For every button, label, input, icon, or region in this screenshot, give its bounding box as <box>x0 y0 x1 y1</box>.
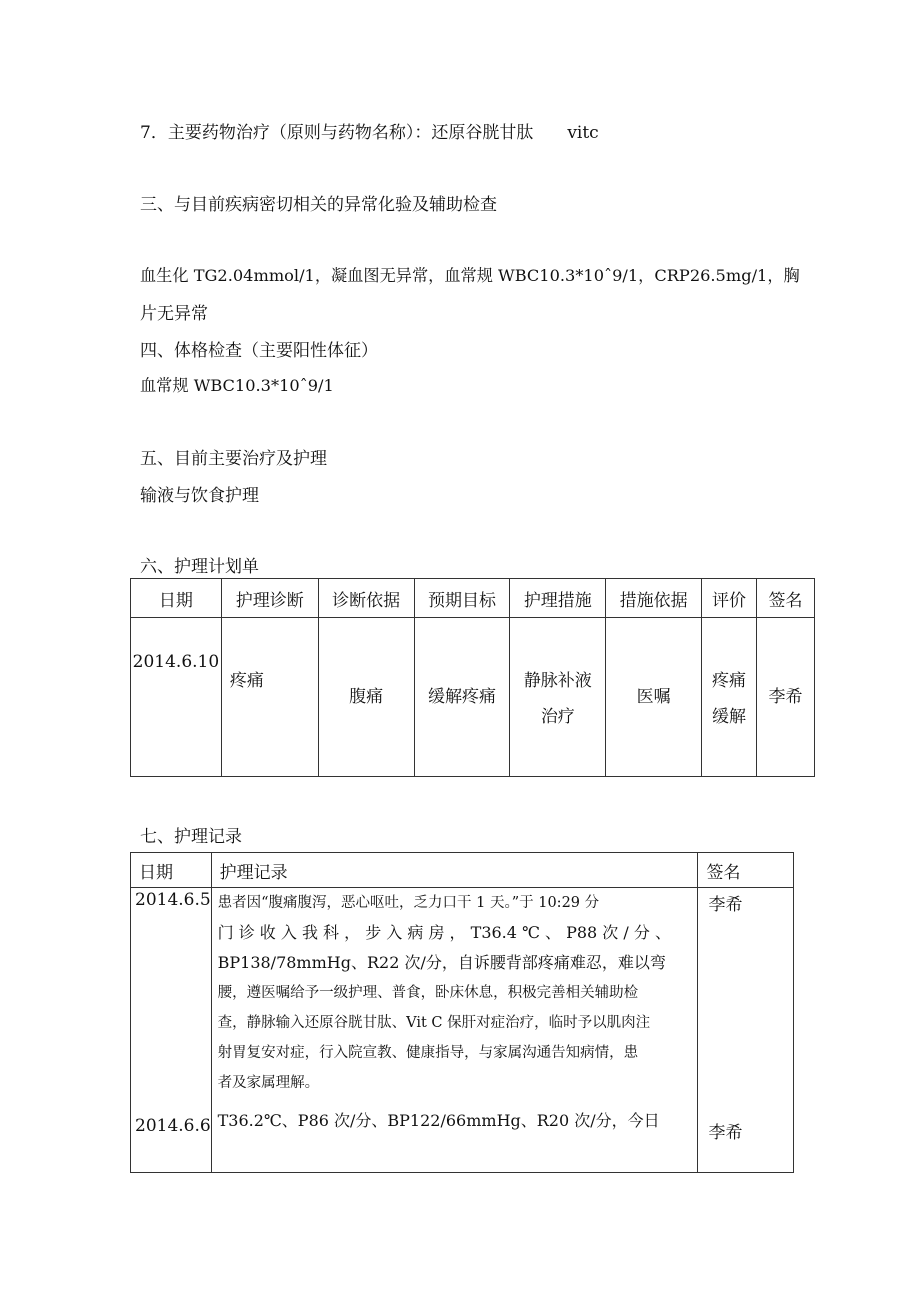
record-1-line-7: 者及家属理解。 <box>217 1075 320 1091</box>
medication-line: 7．主要药物治疗（原则与药物名称）：还原谷胱甘肽 vitc <box>140 123 599 143</box>
record-header-content: 护理记录 <box>211 853 698 888</box>
header-sign: 签名 <box>757 579 815 618</box>
record-header-sign: 签名 <box>698 853 794 888</box>
record-date-1: 2014.6.5 <box>135 890 211 910</box>
header-date: 日期 <box>131 579 222 618</box>
plan-eval-line-2: 缓解 <box>712 707 747 727</box>
header-basis: 诊断依据 <box>318 579 414 618</box>
record-header-row <box>131 853 794 888</box>
plan-sign: 李希 <box>768 687 803 707</box>
record-2-line-1: T36.2℃、P86 次/分、BP122/66mmHg、R20 次/分，今日 <box>217 1111 660 1130</box>
lab-section-title: 三、与目前疾病密切相关的异常化验及辅助检查 <box>140 195 497 215</box>
header-evaluation: 评价 <box>702 579 757 618</box>
record-sign-2: 李希 <box>708 1123 743 1143</box>
physical-exam-line: 血常规 WBC10.3*10ˆ9/1 <box>140 376 334 395</box>
care-plan-table <box>130 578 815 777</box>
plan-basis: 腹痛 <box>349 687 384 707</box>
plan-eval-line-1: 疼痛 <box>712 671 747 691</box>
record-date-2: 2014.6.6 <box>135 1116 211 1136</box>
care-plan-header-row <box>131 579 815 618</box>
plan-measure-line-1: 静脉补液 <box>523 671 592 691</box>
record-1-line-5: 查，静脉输入还原谷胱甘肽、Vit C 保肝对症治疗，临时予以肌肉注 <box>217 1015 651 1031</box>
physical-exam-title: 四、体格检查（主要阳性体征） <box>140 341 378 361</box>
header-diagnosis: 护理诊断 <box>221 579 318 618</box>
record-1-line-1: 患者因“腹痛腹泻，恶心呕吐，乏力口干 1 天。”于 10:29 分 <box>217 895 600 911</box>
care-plan-title: 六、护理计划单 <box>140 557 259 577</box>
record-header-date: 日期 <box>131 853 212 888</box>
lab-results-line-2: 片无异常 <box>140 304 208 324</box>
treatment-line: 输液与饮食护理 <box>140 486 259 506</box>
header-measure: 护理措施 <box>510 579 606 618</box>
header-measure-basis: 措施依据 <box>606 579 702 618</box>
plan-diagnosis: 疼痛 <box>229 671 264 691</box>
lab-results-line-1: 血生化 TG2.04mmol/1，凝血图无异常，血常规 WBC10.3*10ˆ9/1，CRP26.5mg/1，胸 <box>140 266 800 285</box>
plan-measure-basis: 医嘱 <box>636 687 671 707</box>
header-goal: 预期目标 <box>414 579 510 618</box>
record-sign-1: 李希 <box>708 895 743 915</box>
record-1-line-2: 门 诊 收 入 我 科 ， 步 入 病 房 ， T36.4 ℃ 、 P88 次 / 分 、 <box>217 923 671 942</box>
plan-date: 2014.6.10 <box>132 652 220 672</box>
nursing-record-table <box>130 852 794 1173</box>
nursing-record-title: 七、护理记录 <box>140 827 242 847</box>
treatment-title: 五、目前主要治疗及护理 <box>140 449 327 469</box>
record-content <box>212 888 698 1172</box>
record-1-line-3: BP138/78mmHg、R22 次/分，自诉腰背部疼痛难忍，难以弯 <box>217 953 666 972</box>
plan-measure-line-2: 治疗 <box>540 707 575 727</box>
care-plan-row <box>131 618 815 777</box>
record-1-line-6: 射胃复安对症，行入院宣教、健康指导，与家属沟通告知病情，患 <box>217 1045 639 1061</box>
plan-goal: 缓解疼痛 <box>427 687 496 707</box>
record-row <box>131 888 794 1173</box>
record-1-line-4: 腰，遵医嘱给予一级护理、普食，卧床休息，积极完善相关辅助检 <box>217 985 639 1001</box>
